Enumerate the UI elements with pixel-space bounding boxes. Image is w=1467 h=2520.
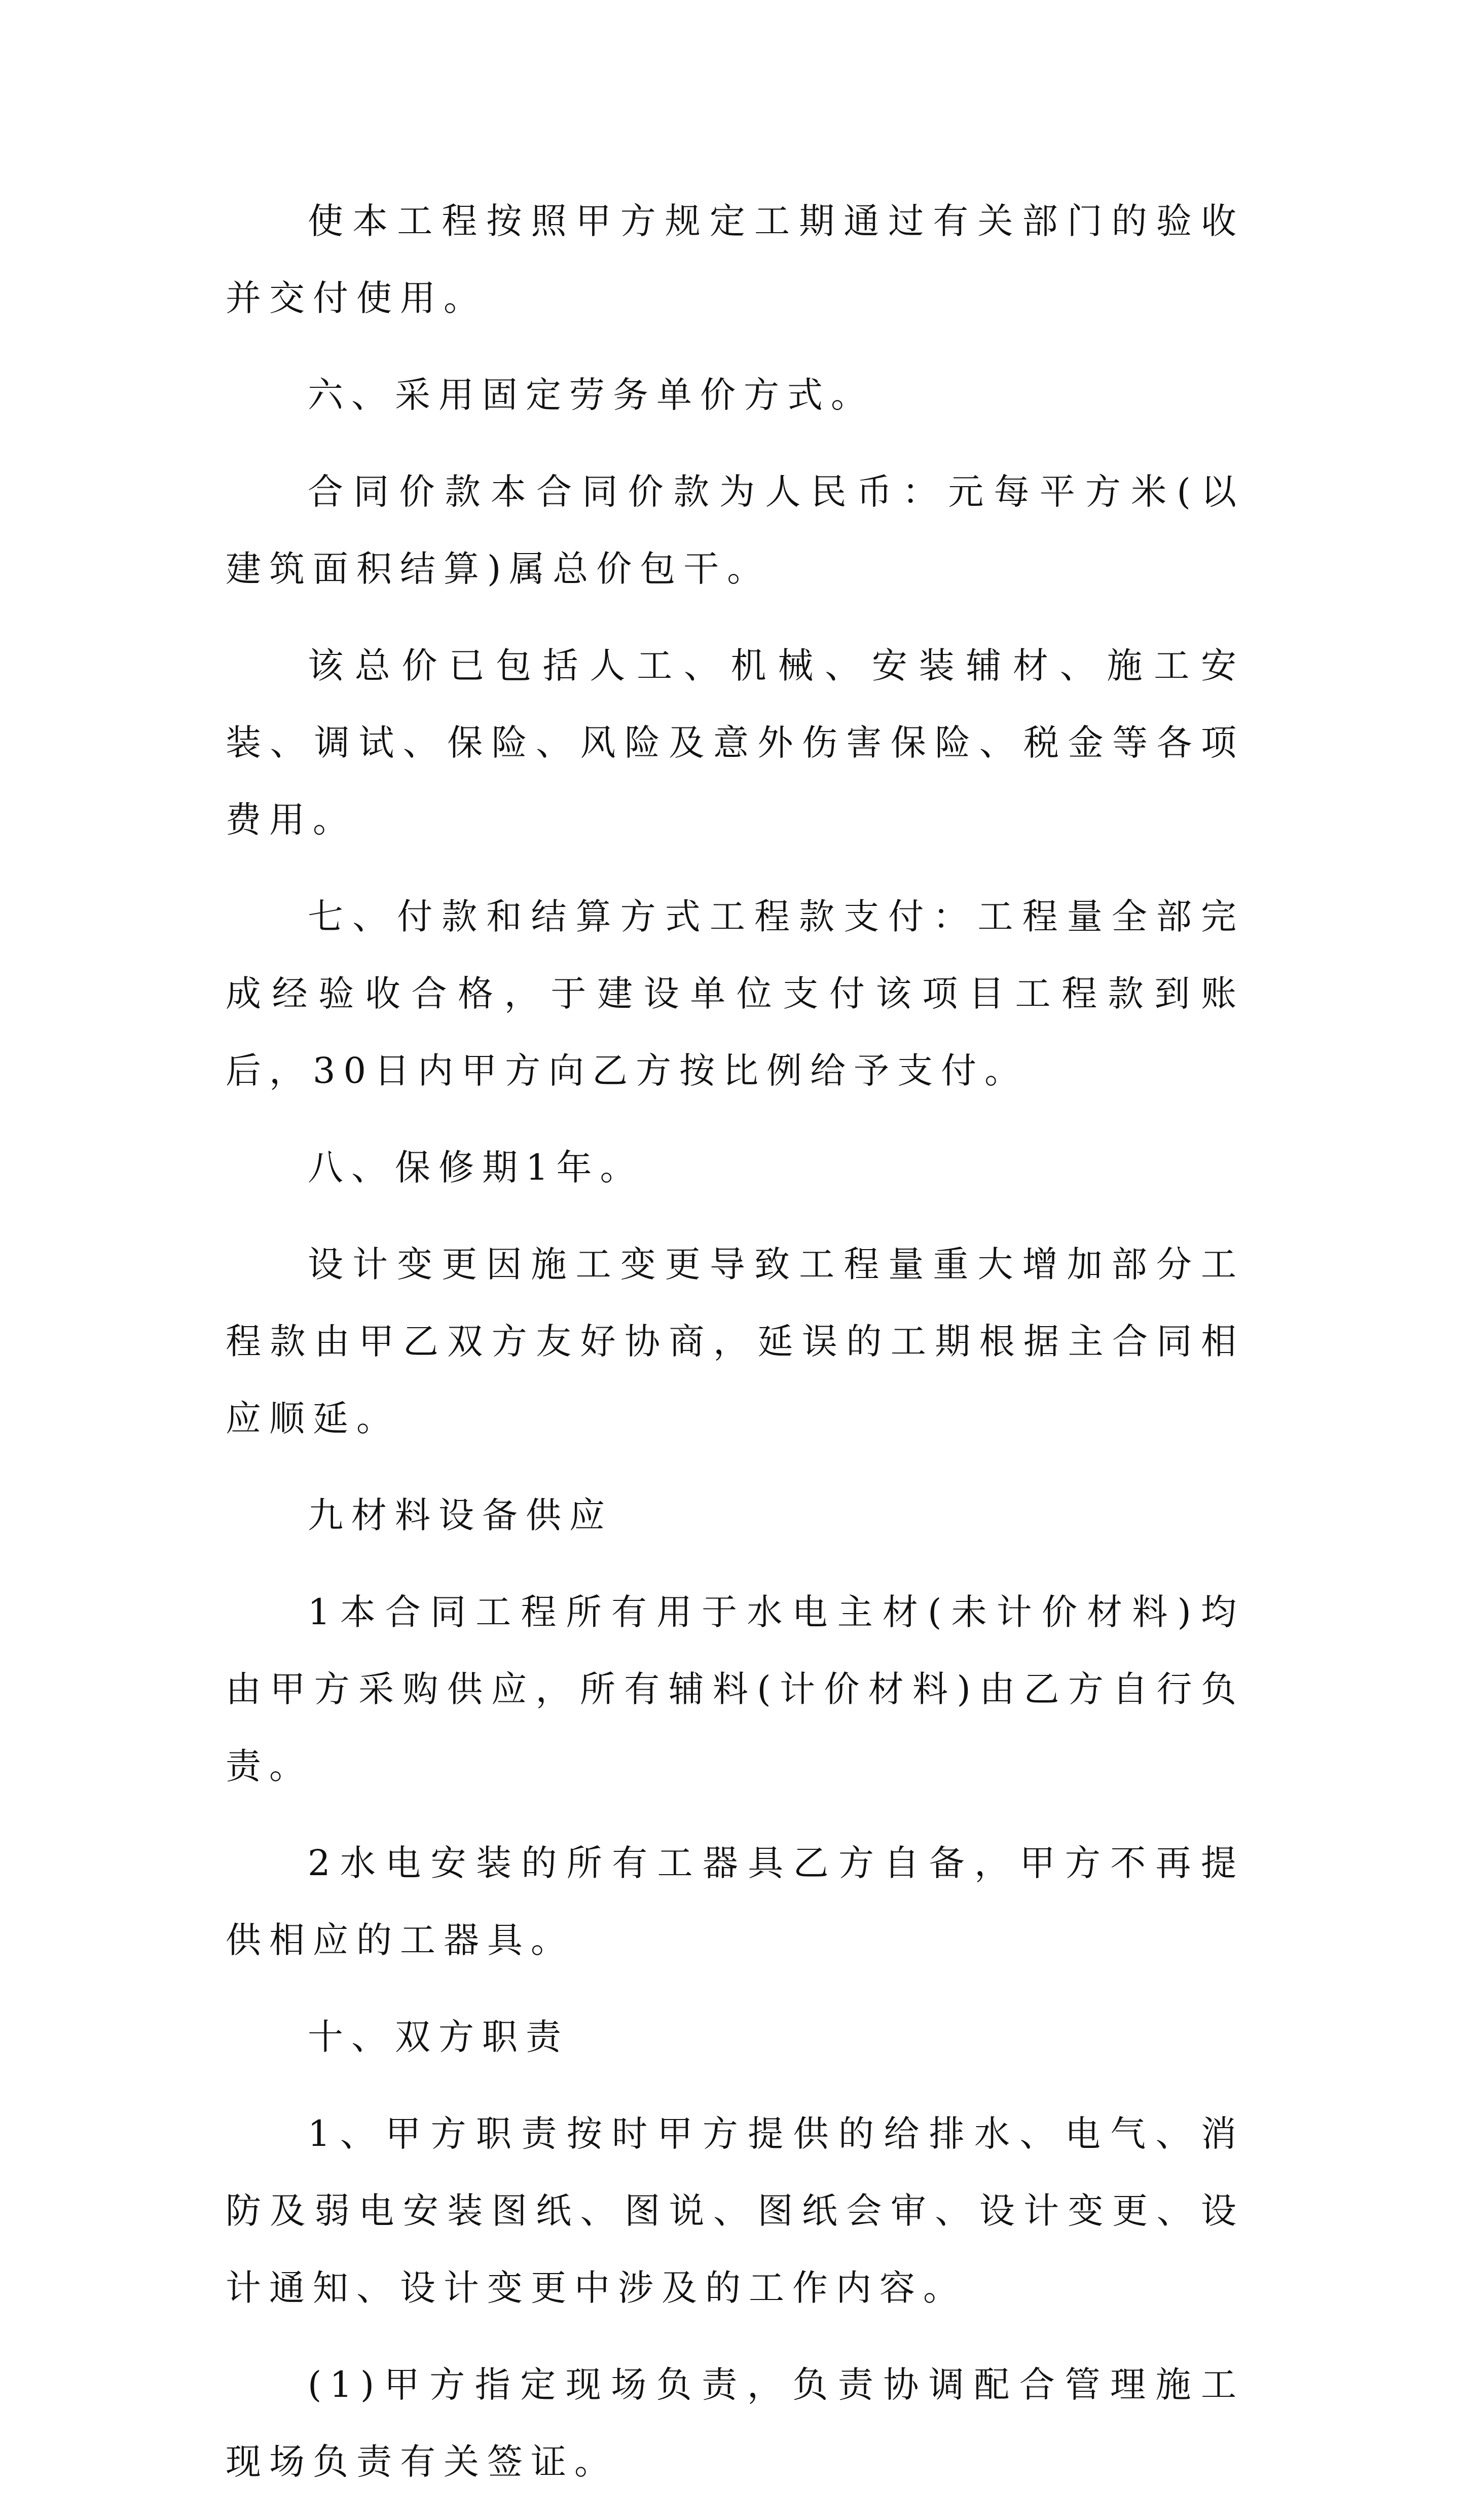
paragraph-materials-item-1: 1本合同工程所有用于水电主材(未计价材料)均由甲方采购供应，所有辅料(计价材料)由乙方自行负责。 [226, 1591, 1244, 1787]
paragraph-price-inclusions: 该总价已包括人工、机械、安装辅材、施工安装、调试、保险、风险及意外伤害保险、税金等各项费用。 [226, 645, 1244, 841]
paragraph-contract-price: 合同价款本合同价款为人民币：元每平方米(以建筑面积结算)属总价包干。 [226, 471, 1244, 590]
paragraph-section-six-pricing-method: 六、采用固定劳务单价方式。 [308, 374, 874, 416]
paragraph-materials-item-2: 2水电安装的所有工器具乙方自备，甲方不再提供相应的工器具。 [226, 1842, 1244, 1961]
paragraph-section-seven-payment: 七、付款和结算方式工程款支付：工程量全部完成经验收合格，于建设单位支付该项目工程款到账后，30日内甲方向乙方按比例给予支付。 [226, 896, 1244, 1091]
paragraph-design-change: 设计变更因施工变更导致工程量重大增加部分工程款由甲乙双方友好协商，延误的工期根据主合同相应顺延。 [226, 1244, 1244, 1439]
paragraph-party-a-site-manager: (1)甲方指定现场负责，负责协调配合管理施工现场负责有关签证。 [226, 2364, 1244, 2482]
document-body [226, 182, 1244, 2520]
paragraph-section-eight-warranty: 八、保修期1年。 [308, 1147, 644, 1188]
paragraph-project-acceptance: 使本工程按照甲方规定工期通过有关部门的验收并交付使用。 [226, 200, 1244, 319]
paragraph-section-nine-materials: 九材料设备供应 [308, 1494, 613, 1536]
paragraph-party-a-responsibilities: 1、甲方职责按时甲方提供的给排水、电气、消防及弱电安装图纸、图说、图纸会审、设计变更、设计通知、设计变更中涉及的工作内容。 [226, 2113, 1244, 2309]
paragraph-section-ten-responsibilities: 十、双方职责 [308, 2016, 569, 2058]
